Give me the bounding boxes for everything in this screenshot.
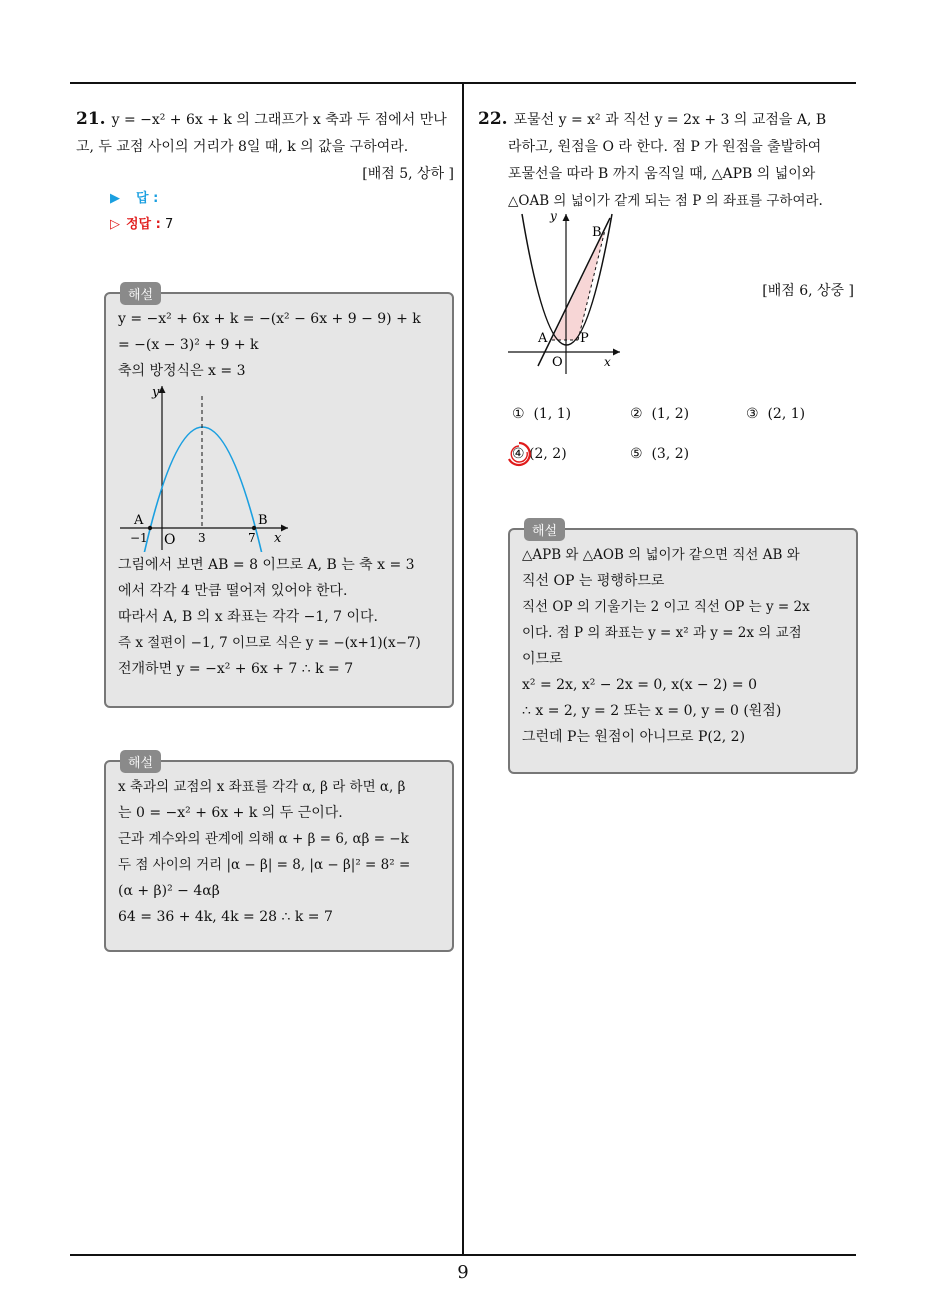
point-b bbox=[252, 526, 256, 530]
choice-value: (1, 2) bbox=[651, 406, 690, 422]
column-divider bbox=[462, 82, 464, 1254]
tick-3: 3 bbox=[198, 531, 206, 545]
choice-5[interactable] bbox=[630, 446, 689, 462]
x-label: x bbox=[604, 355, 611, 369]
solution-line: 즉 x 절편이 −1, 7 이므로 식은 y = −(x+1)(x−7) bbox=[118, 635, 421, 651]
solution-line: 두 점 사이의 거리 |α − β| = 8, |α − β|² = 8² = bbox=[118, 857, 411, 873]
solution-box-21a bbox=[104, 288, 454, 708]
solution-line: 는 0 = −x² + 6x + k 의 두 근이다. bbox=[118, 805, 343, 821]
b-label: B bbox=[592, 225, 602, 240]
solution-box-21b bbox=[104, 756, 454, 952]
choice-number: ⑤ bbox=[630, 446, 643, 462]
question-text-line: 고, 두 교점 사이의 거리가 8일 때, k 의 값을 구하여라. bbox=[76, 139, 409, 155]
a-label: A bbox=[538, 331, 548, 346]
solution-line: 직선 OP 의 기울기는 2 이고 직선 OP 는 y = 2x bbox=[522, 599, 810, 615]
score-meta-22-wrap bbox=[700, 278, 854, 305]
origin-label: O bbox=[164, 532, 176, 548]
question-text-line: 라하고, 원점을 O 라 한다. 점 P 가 원점을 출발하여 bbox=[508, 139, 822, 155]
line-ab bbox=[538, 218, 610, 366]
selected-circle-icon bbox=[506, 441, 532, 467]
solution-line: x² = 2x, x² − 2x = 0, x(x − 2) = 0 bbox=[522, 677, 758, 693]
choice-value: (2, 1) bbox=[767, 406, 806, 422]
tick-minus1: −1 bbox=[130, 531, 148, 545]
page-number: 9 bbox=[457, 1262, 469, 1283]
solution-line: = −(x − 3)² + 9 + k bbox=[118, 337, 259, 353]
solution-tag: 해설 bbox=[120, 282, 161, 305]
y-label: y bbox=[550, 209, 557, 223]
score-meta: [배점 5, 상하 ] bbox=[362, 166, 454, 182]
b-label: B bbox=[258, 513, 268, 528]
solution-line: 그런데 P는 원점이 아니므로 P(2, 2) bbox=[522, 729, 746, 745]
point-a bbox=[148, 526, 152, 530]
correct-value: 7 bbox=[164, 217, 174, 232]
question-text-line: 포물선 y = x² 과 직선 y = 2x + 3 의 교점을 A, B bbox=[513, 112, 827, 128]
choice-value: (2, 2) bbox=[529, 446, 567, 462]
solution-line: 직선 OP 는 평행하므로 bbox=[522, 573, 665, 589]
choice-number: ② bbox=[630, 406, 643, 422]
solution-line: 전개하면 y = −x² + 6x + 7 ∴ k = 7 bbox=[118, 661, 354, 677]
solution-line: 그림에서 보면 AB = 8 이므로 A, B 는 축 x = 3 bbox=[118, 557, 415, 573]
solution-tag: 해설 bbox=[120, 750, 161, 773]
solution-line: △APB 와 △AOB 의 넓이가 같으면 직선 AB 와 bbox=[522, 547, 800, 563]
choice-4[interactable] bbox=[512, 446, 567, 462]
question-21 bbox=[76, 106, 454, 188]
question-text-line: 포물선을 따라 B 까지 움직일 때, △APB 의 넓이와 bbox=[508, 166, 816, 182]
choice-number: ④ bbox=[512, 446, 525, 462]
parabola-line-graph-22 bbox=[504, 206, 634, 376]
question-text-line: y = −x² + 6x + k 의 그래프가 x 축과 두 점에서 만나 bbox=[111, 112, 447, 128]
solution-line: ∴ x = 2, y = 2 또는 x = 0, y = 0 (원점) bbox=[522, 703, 782, 719]
x-label: x bbox=[274, 531, 282, 546]
solution-line: 이다. 점 P 의 좌표는 y = x² 과 y = 2x 의 교점 bbox=[522, 625, 802, 641]
play-icon: ▶ bbox=[110, 191, 120, 206]
solution-line: x 축과의 교점의 x 좌표를 각각 α, β 라 하면 α, β bbox=[118, 779, 406, 795]
y-label: y bbox=[152, 385, 160, 400]
solution-line: (α + β)² − 4αβ bbox=[118, 883, 220, 899]
solution-line: 이므로 bbox=[522, 651, 563, 667]
choice-value: (1, 1) bbox=[533, 406, 572, 422]
origin-label: O bbox=[552, 355, 563, 370]
question-22 bbox=[478, 106, 862, 215]
solution-line: 축의 방정식은 x = 3 bbox=[118, 363, 246, 379]
choice-value: (3, 2) bbox=[651, 446, 690, 462]
outline-play-icon: ▷ bbox=[110, 217, 120, 232]
solution-line: 근과 계수와의 관계에 의해 α + β = 6, αβ = −k bbox=[118, 831, 409, 847]
choice-number: ③ bbox=[746, 406, 759, 422]
solution-line: 따라서 A, B 의 x 좌표는 각각 −1, 7 이다. bbox=[118, 609, 379, 625]
question-number: 22. bbox=[478, 109, 508, 129]
choice-2[interactable] bbox=[630, 406, 689, 422]
a-label: A bbox=[134, 513, 144, 528]
bottom-rule bbox=[70, 1254, 856, 1256]
choice-1[interactable] bbox=[512, 406, 571, 422]
score-meta: [배점 6, 상중 ] bbox=[762, 283, 854, 299]
question-text-line: △OAB 의 넓이가 같게 되는 점 P 의 좌표를 구하여라. bbox=[508, 193, 823, 209]
parabola-graph-21 bbox=[116, 384, 316, 552]
solution-line: 에서 각각 4 만큼 떨어져 있어야 한다. bbox=[118, 583, 348, 599]
solution-box-22 bbox=[508, 524, 858, 774]
p-label: P bbox=[580, 331, 589, 346]
solution-line: y = −x² + 6x + k = −(x² − 6x + 9 − 9) + k bbox=[118, 311, 421, 327]
answer-label: 답 : bbox=[136, 191, 159, 206]
question-number: 21. bbox=[76, 109, 106, 129]
solution-tag: 해설 bbox=[524, 518, 565, 541]
choice-3[interactable] bbox=[746, 406, 805, 422]
solution-line: 64 = 36 + 4k, 4k = 28 ∴ k = 7 bbox=[118, 909, 333, 925]
answer-choices bbox=[512, 406, 852, 476]
tick-7: 7 bbox=[248, 531, 256, 545]
correct-label: 정답 : bbox=[126, 217, 161, 232]
answer-area-21 bbox=[110, 186, 410, 238]
choice-number: ① bbox=[512, 406, 525, 422]
